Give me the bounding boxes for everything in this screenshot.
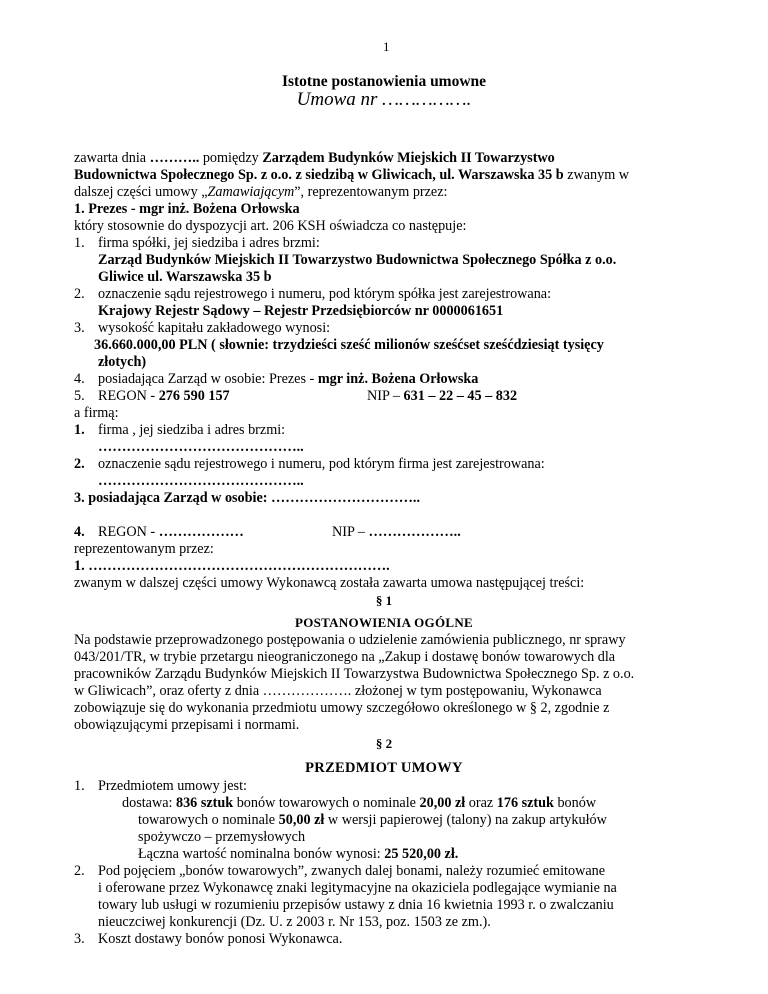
intro-line-3: dalszej części umowy „Zamawiającym”, reprezentowanym przez:: [74, 184, 448, 200]
party1-item-3-text: wysokość kapitału zakładowego wynosi:: [98, 320, 331, 336]
intro-line-1: zawarta dnia ……….. pomiędzy Zarządem Budynków Miejskich II Towarzystwo: [74, 150, 555, 166]
party2-representation: reprezentowanym przez:: [74, 541, 214, 557]
party2-nip: NIP – ………………..: [332, 524, 461, 540]
section-1-line-2: 043/201/TR, w trybie przetargu nieograniczonego na „Zakup i dostawę bonów towarowych dla: [74, 649, 616, 665]
section-2-delivery-line-2: towarowych o nominale 50,00 zł w wersji papierowej (talony) na zakup artykułów: [138, 812, 607, 828]
party1-item-3-value-2: złotych): [98, 354, 147, 370]
intro-line-2: Budownictwa Społecznego Sp. z o.o. z siedzibą w Gliwicach, ul. Warszawska 35 b zwanym w: [74, 167, 630, 183]
section-2-item-2-line-3: towary lub usługi w rozumieniu przepisów ustawy z dnia 16 kwietnia 1993 r. o zwalczaniu: [98, 897, 614, 913]
page-number: 1: [383, 39, 390, 54]
party2-representative: 1. ……………………………………………………….: [74, 558, 390, 574]
section-2-delivery-line-3: spożywczo – przemysłowych: [138, 829, 306, 845]
section-2-item-2-label: 2.: [74, 863, 85, 879]
party2-intro: a firmą:: [74, 405, 119, 421]
section-1-heading: POSTANOWIENIA OGÓLNE: [294, 615, 474, 630]
section-1-line-4: w Gliwicach”, oraz oferty z dnia ………………. złożonej w tym postępowaniu, Wykonawca: [74, 683, 602, 699]
party2-item-4-label: 4.: [74, 524, 85, 540]
party1-item-1-value-1: Zarząd Budynków Miejskich II Towarzystwo Budownictwa Społecznego Spółka z o.o.: [98, 252, 617, 268]
section-2-item-1-text: Przedmiotem umowy jest:: [98, 778, 247, 794]
party1-item-3-value-1: 36.660.000,00 PLN ( słownie: trzydzieści sześć milionów sześćset sześćdziesiąt tysięcy: [94, 337, 604, 353]
party2-item-2-text: oznaczenie sądu rejestrowego i numeru, pod którym firma jest zarejestrowana:: [98, 456, 545, 472]
section-2-item-2-line-2: i oferowane przez Wykonawcę znaki legitymacyjne na okaziciela podlegające wymianie na: [98, 880, 617, 896]
party2-item-2-value: ……………………………………..: [98, 473, 304, 489]
section-2-item-3-text: Koszt dostawy bonów ponosi Wykonawca.: [98, 931, 343, 947]
section-2-total-value: Łączna wartość nominalna bonów wynosi: 25 520,00 zł.: [138, 846, 459, 862]
party1-item-2-value: Krajowy Rejestr Sądowy – Rejestr Przedsiębiorców nr 0000061651: [98, 303, 504, 319]
section-2-delivery-line-1: dostawa: 836 sztuk bonów towarowych o nominale 20,00 zł oraz 176 sztuk bonów: [122, 795, 597, 811]
party1-nip: NIP – 631 – 22 – 45 – 832: [367, 388, 518, 404]
party1-item-1-value-2: Gliwice ul. Warszawska 35 b: [98, 269, 272, 285]
party2-item-1-value: ……………………………………..: [98, 439, 304, 455]
party2-item-2-label: 2.: [74, 456, 85, 472]
party2-item-3: 3. posiadająca Zarząd w osobie: …………………………..: [74, 490, 421, 506]
party1-item-5: 5.: [74, 388, 85, 404]
party1-regon: REGON - 276 590 157: [98, 388, 230, 404]
party1-item-2-text: oznaczenie sądu rejestrowego i numeru, pod którym spółka jest zarejestrowana:: [98, 286, 552, 302]
intro-representative: 1. Prezes - mgr inż. Bożena Orłowska: [74, 201, 300, 217]
section-1-line-6: obowiązującymi przepisami i normami.: [74, 717, 300, 733]
party2-closing: zwanym w dalszej części umowy Wykonawcą została zawarta umowa następującej treści:: [74, 575, 585, 591]
section-2-item-1-label: 1.: [74, 778, 85, 794]
document-title: Istotne postanowienia umowne: [281, 73, 487, 90]
section-2-item-2-line-4: nieuczciwej konkurencji (Dz. U. z 2003 r. Nr 153, poz. 1503 ze zm.).: [98, 914, 491, 930]
party1-item-4-text: posiadająca Zarząd w osobie: Prezes - mgr inż. Bożena Orłowska: [98, 371, 479, 387]
section-2-heading: PRZEDMIOT UMOWY: [305, 760, 463, 776]
section-2-mark: § 2: [375, 736, 393, 751]
document-subtitle: Umowa nr …………….: [296, 89, 472, 110]
party2-item-1-label: 1.: [74, 422, 85, 438]
party1-item-2: 2.: [74, 286, 85, 302]
intro-declaration: który stosownie do dyspozycji art. 206 KSH oświadcza co następuje:: [74, 218, 467, 234]
party2-regon: REGON - ………………: [98, 524, 244, 540]
party1-item-1: 1.: [74, 235, 85, 251]
section-1-line-5: zobowiązuje się do wykonania przedmiotu umowy szczegółowo określonego w § 2, zgodnie z: [74, 700, 610, 716]
party2-item-1-text: firma , jej siedziba i adres brzmi:: [98, 422, 286, 438]
party1-item-1-text: firma spółki, jej siedziba i adres brzmi:: [98, 235, 320, 251]
section-2-item-3-label: 3.: [74, 931, 85, 947]
party1-item-3: 3.: [74, 320, 85, 336]
section-1-mark: § 1: [375, 593, 393, 608]
section-1-line-1: Na podstawie przeprowadzonego postępowania o udzielenie zamówienia publicznego, nr sprawy: [74, 632, 626, 648]
party1-item-4: 4.: [74, 371, 85, 387]
section-2-item-2-line-1: Pod pojęciem „bonów towarowych”, zwanych dalej bonami, należy rozumieć emitowane: [98, 863, 606, 879]
section-1-line-3: pracowników Zarządu Budynków Miejskich II Towarzystwa Budownictwa Społecznego Sp. z o.o.: [74, 666, 635, 682]
